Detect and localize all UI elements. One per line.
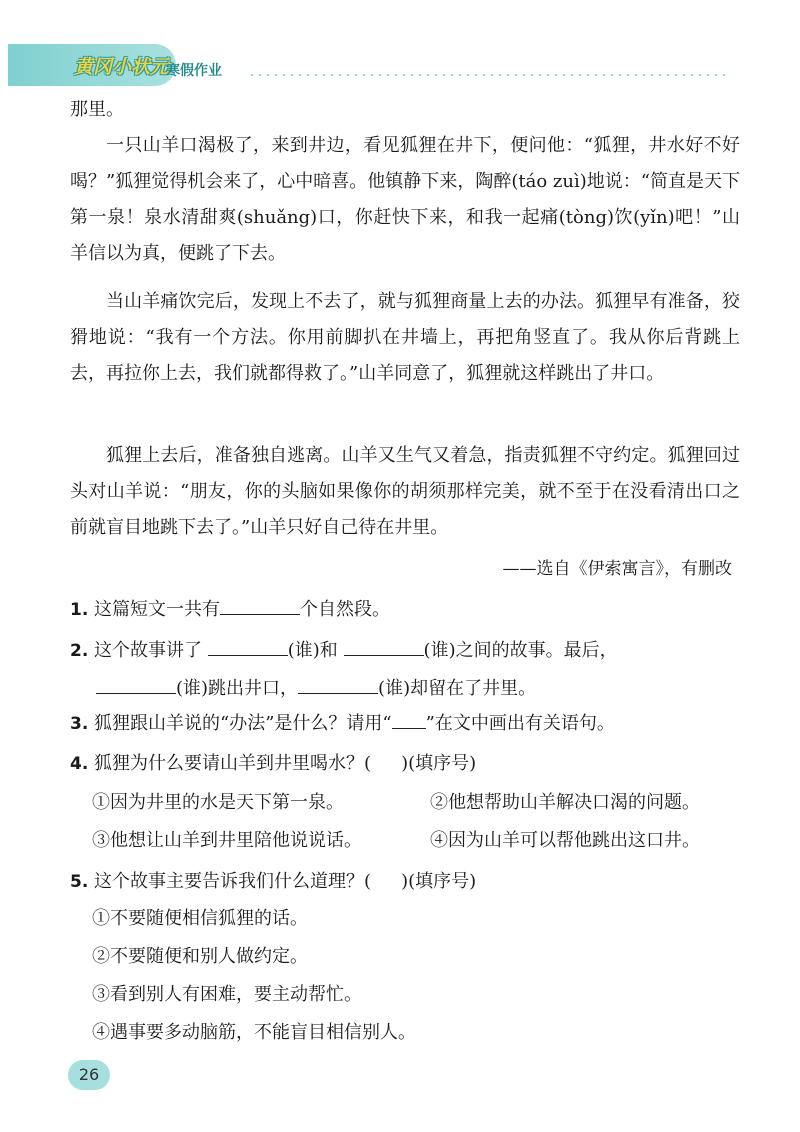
option-item: ④遇事要多动脑筋，不能盲目相信别人。 (92, 1022, 416, 1043)
story-paragraph-1: 一只山羊口渴极了，来到井边，看见狐狸在井下，便问他：“狐狸，井水好不好喝？”狐狸觉得机会来了，心中暗喜。他镇静下来，陶醉(táo zuì)地说：“简直是天下第一泉！泉水清甜爽(shuǎng)口，你赶快下来，和我一起痛(tòng)饮(yǐn)吧！”山羊信以为真，便跳了下去。 (70, 135, 740, 264)
question-text: 这篇短文一共有 (94, 599, 221, 620)
story-paragraph-3: 狐狸上去后，准备独自逃离。山羊又生气又着急，指责狐狸不守约定。狐狸回过头对山羊说：“朋友，你的头脑如果像你的胡须那样完美，就不至于在没看清出口之前就盲目地跳下去了。”山羊只好自己待在井里。 (70, 445, 740, 538)
header-divider (248, 74, 728, 76)
question-3 (70, 708, 750, 740)
question-text: 狐狸为什么要请山羊到井里喝水？( (94, 753, 372, 774)
option-item: ①因为井里的水是天下第一泉。 (92, 792, 344, 813)
question-text: 狐狸跟山羊说的“办法”是什么？请用“ (94, 713, 392, 734)
section-title: 寒假作业 (166, 63, 222, 79)
brand-logo: 黄冈小状元 (74, 56, 170, 78)
question-number: 3. (70, 714, 89, 734)
option-item: ③他想让山羊到井里陪他说说话。 (92, 830, 362, 851)
question-text: 这个故事讲了 (94, 640, 203, 661)
option-item: ③看到别人有困难，要主动帮忙。 (92, 984, 362, 1005)
question-text: )(填序号) (401, 871, 477, 892)
option-item: ②不要随便和别人做约定。 (92, 946, 308, 967)
question-2 (70, 632, 750, 708)
story-source: ——选自《伊索寓言》，有删改 (502, 559, 732, 579)
answer-blank[interactable] (208, 635, 288, 656)
story-paragraph-2: 当山羊痛饮完后，发现上不去了，就与狐狸商量上去的办法。狐狸早有准备，狡猾地说：“我有一个方法。你用前脚扒在井墙上，再把角竖直了。我从你后背跳上去，再拉你上去，我们就都得救了。”山羊同意了，狐狸就这样跳出了井口。 (70, 291, 740, 384)
question-4 (70, 748, 750, 780)
question-number: 2. (70, 641, 89, 661)
option-item: ①不要随便相信狐狸的话。 (92, 908, 308, 929)
question-1 (70, 594, 750, 626)
answer-blank[interactable] (96, 673, 176, 694)
question-text: 个自然段。 (300, 599, 391, 620)
question-text: 这个故事主要告诉我们什么道理？( (94, 871, 372, 892)
question-5 (70, 866, 750, 898)
option-item: ④因为山羊可以帮他跳出这口井。 (430, 830, 700, 851)
question-text: (谁)跳出井口， (176, 678, 299, 699)
question-number: 4. (70, 754, 89, 774)
page-header (0, 44, 800, 88)
question-text: (谁)和 (287, 640, 338, 661)
answer-blank[interactable] (220, 594, 300, 615)
question-text: ”在文中画出有关语句。 (425, 713, 615, 734)
story-paragraph-0: 那里。 (70, 99, 124, 120)
underline-sample (392, 708, 426, 729)
question-number: 1. (70, 600, 89, 620)
option-item: ②他想帮助山羊解决口渴的问题。 (430, 792, 700, 813)
page-number: 26 (68, 1060, 110, 1090)
question-text: (谁)却留在了井里。 (378, 678, 537, 699)
question-text: )(填序号) (401, 753, 477, 774)
question-text: (谁)之间的故事。最后， (423, 640, 618, 661)
answer-blank[interactable] (298, 673, 378, 694)
answer-blank[interactable] (344, 635, 424, 656)
question-number: 5. (70, 872, 89, 892)
